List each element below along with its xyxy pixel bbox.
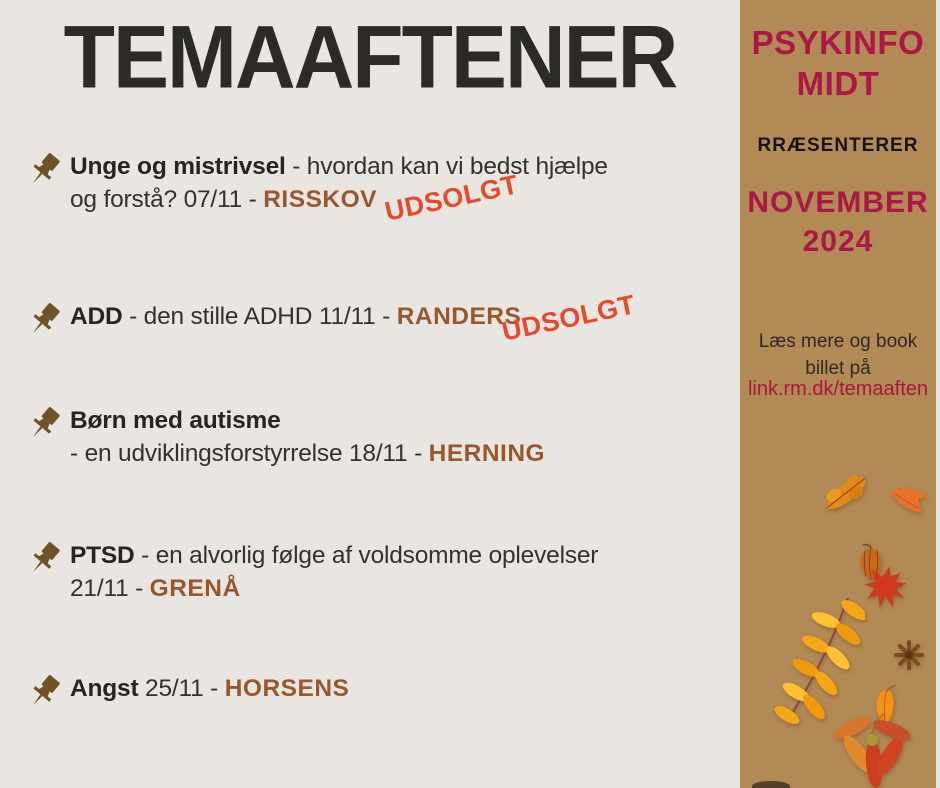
event-location: RANDERS	[396, 303, 522, 330]
pushpin-icon	[25, 405, 63, 443]
org-name-line1: PSYKINFO	[751, 24, 925, 61]
poster-title: TEMAAFTENER	[63, 7, 677, 107]
pushpin-icon	[25, 540, 63, 578]
month-line2: 2024	[802, 225, 874, 258]
pushpin-icon	[25, 673, 63, 711]
pushpin-icon	[25, 151, 63, 189]
event-title: Børn med autisme	[70, 407, 281, 434]
event-text	[70, 539, 710, 605]
event-description: - en alvorlig følge af voldsomme oplevelser	[134, 542, 599, 569]
event-location: HORSENS	[224, 675, 350, 702]
booking-link[interactable]: link.rm.dk/temaaften	[747, 378, 929, 400]
org-name-line2: MIDT	[796, 65, 880, 102]
event-title: Unge og mistrivsel	[70, 153, 286, 180]
cta-line2: billet på	[805, 358, 871, 379]
event-description: - den stille ADHD 11/11 -	[122, 303, 397, 330]
month-label	[740, 183, 936, 261]
event-text	[70, 404, 710, 470]
event-text	[70, 672, 710, 705]
event-description-line2: - en udviklingsforstyrrelse 18/11 -	[70, 440, 429, 467]
rowan-leaf-image	[770, 592, 865, 732]
event-item-ptsd	[0, 539, 740, 605]
event-item-add	[0, 289, 740, 347]
leaf-fragment-image	[752, 781, 790, 788]
torn-leaf-image	[888, 483, 930, 519]
maple-leaf-image	[862, 565, 908, 611]
event-item-born-med-autisme	[0, 404, 740, 470]
event-title: Angst	[70, 675, 139, 702]
sold-out-stamp: UDSOLGT	[382, 169, 522, 227]
org-name	[740, 22, 936, 104]
creeper-leaf-image	[828, 712, 916, 788]
event-description-line2: og forstå? 07/11 -	[70, 186, 264, 213]
sold-out-stamp: UDSOLGT	[499, 289, 639, 347]
event-location: RISSKOV	[263, 186, 378, 213]
event-title: PTSD	[70, 542, 135, 569]
event-location: GRENÅ	[149, 575, 241, 602]
presents-label: RRÆSENTERER	[757, 135, 919, 156]
event-location: HERNING	[428, 440, 546, 467]
event-item-unge-og-mistrivsel	[0, 150, 740, 227]
sidebar	[740, 0, 936, 788]
oak-leaf-image	[818, 468, 874, 518]
month-line1: NOVEMBER	[747, 186, 929, 219]
event-description: - hvordan kan vi bedst hjælpe	[285, 153, 608, 180]
event-item-angst	[0, 672, 740, 705]
event-description-line2: 21/11 -	[70, 575, 150, 602]
pushpin-icon	[25, 301, 63, 339]
event-description: 25/11 -	[138, 675, 225, 702]
event-title: ADD	[70, 303, 123, 330]
star-anise-image	[892, 638, 926, 672]
cta-text	[740, 328, 936, 382]
cta-line1: Læs mere og book	[758, 331, 918, 352]
